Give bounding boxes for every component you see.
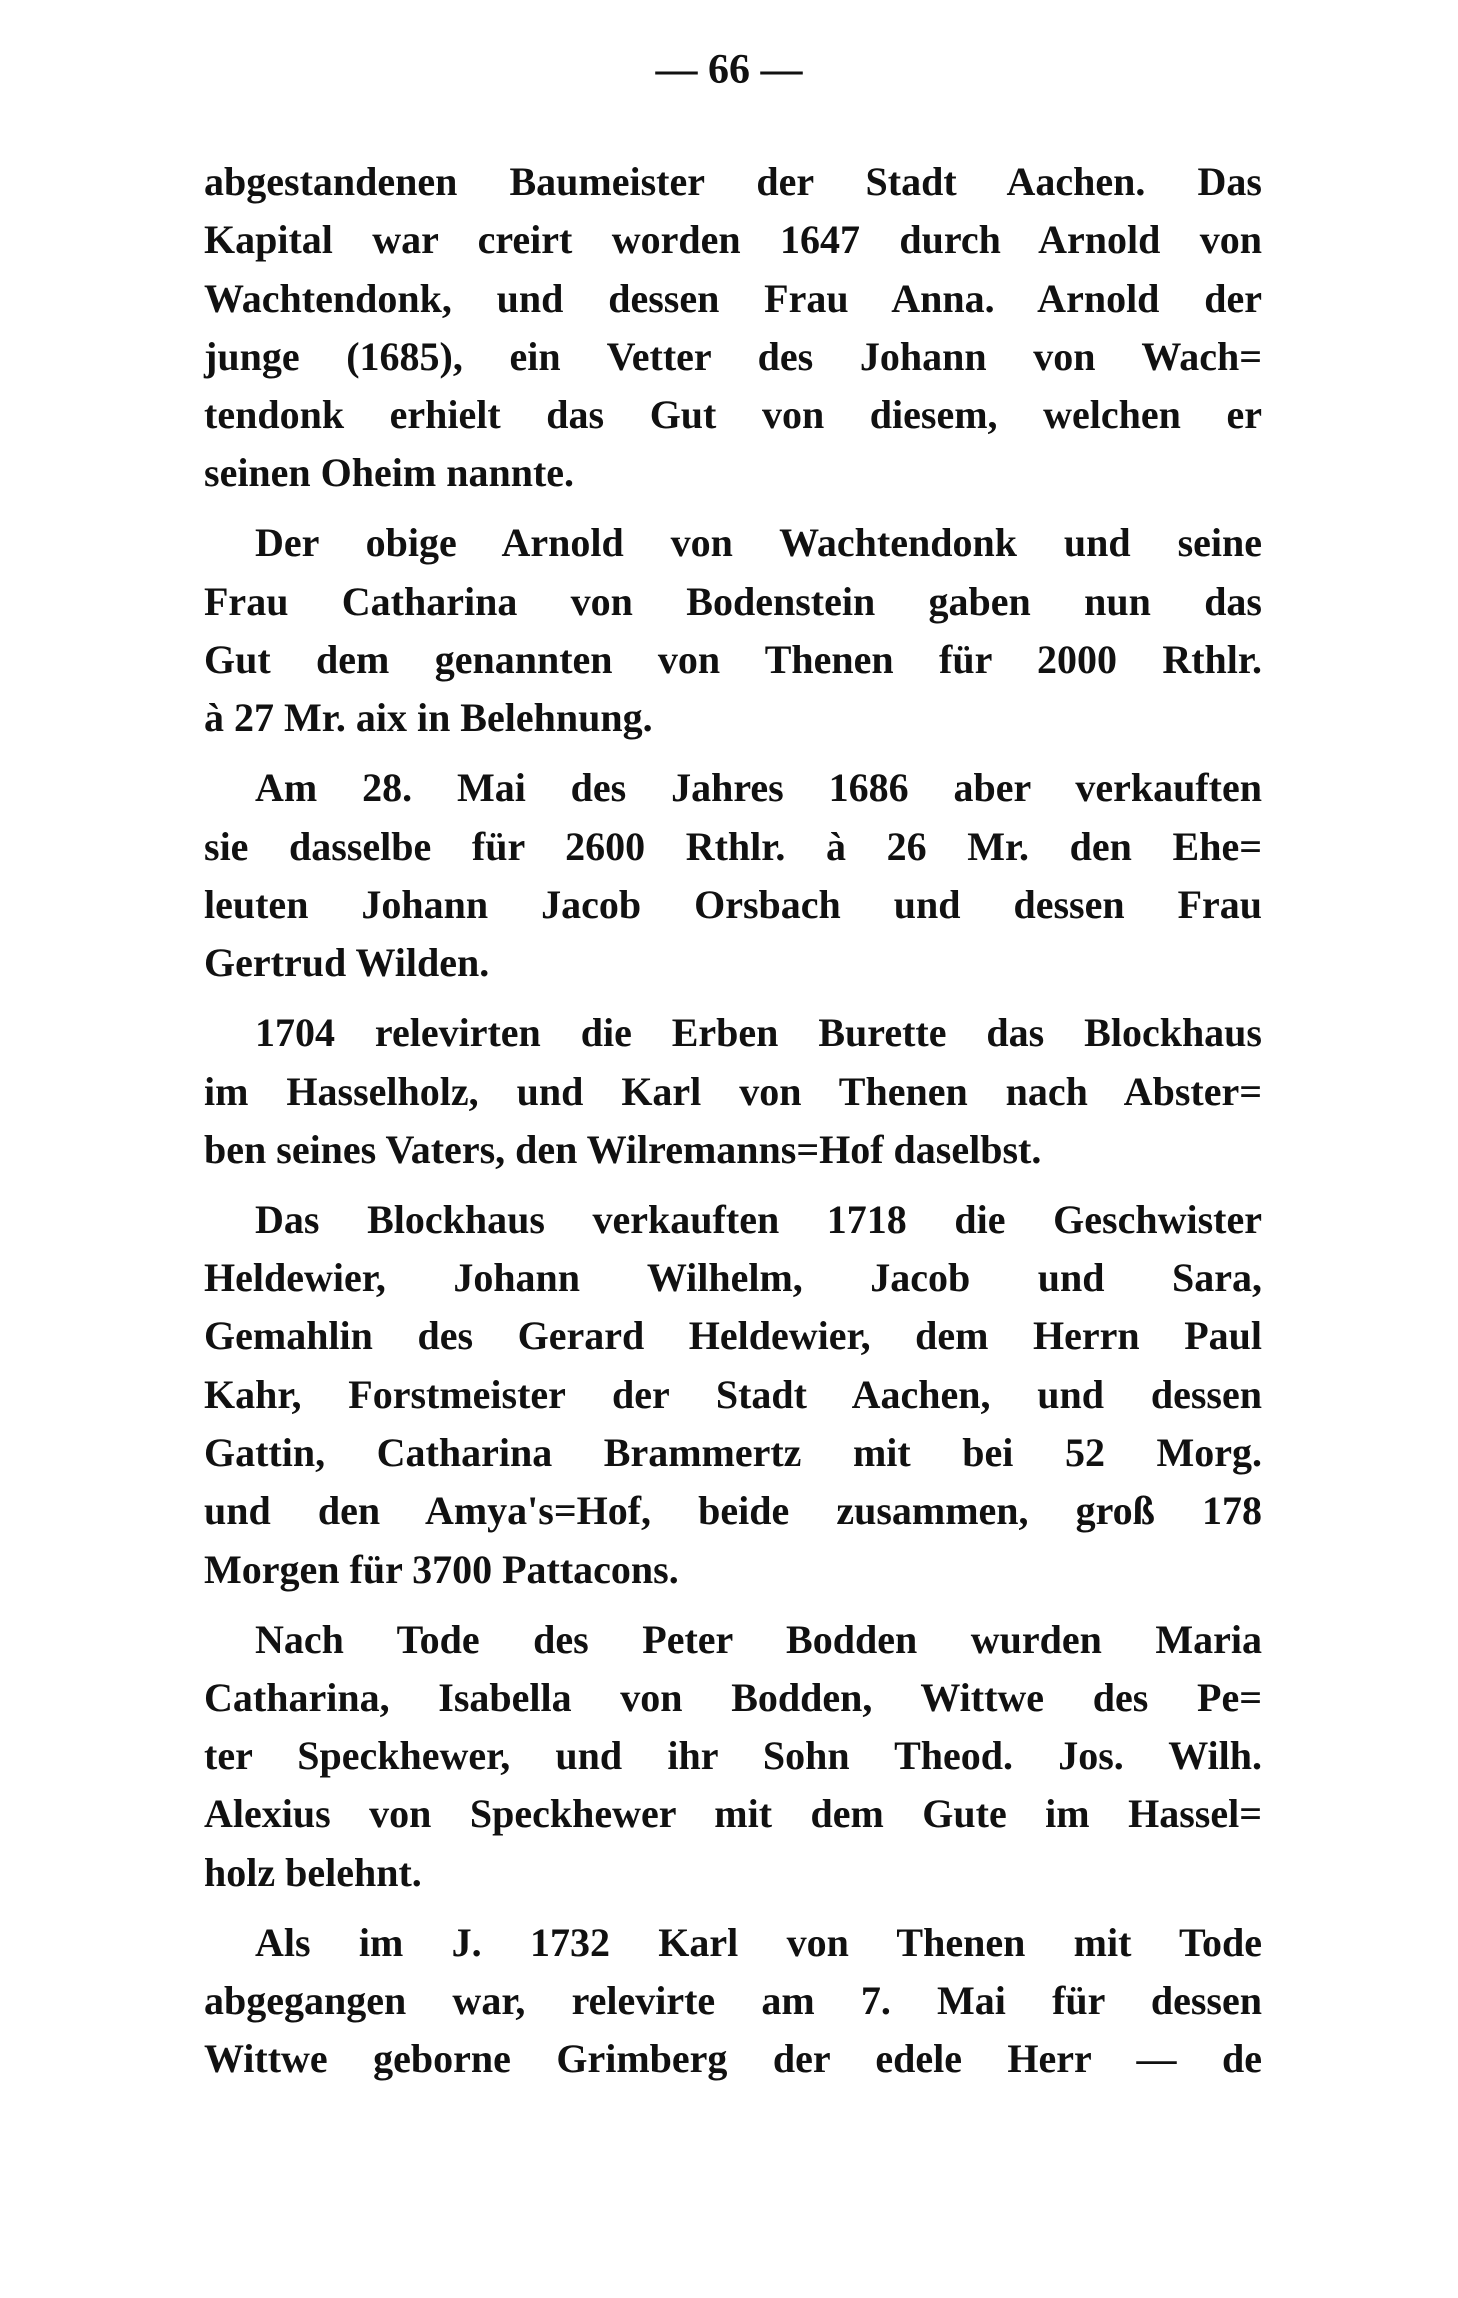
text-line: ben seines Vaters, den Wilremanns=Hof daselbst. [204,1126,1042,1172]
text-line: und den Amya's=Hof, beide zusammen, groß 178 [204,1488,1262,1534]
text-line: junge (1685), ein Vetter des Johann von Wach= [204,333,1262,379]
text-line: holz belehnt. [204,1849,422,1895]
paragraph [204,153,1262,503]
text-line: Alexius von Speckhewer mit dem Gute im Hassel= [204,1791,1262,1837]
paragraph [204,1191,1262,1599]
text-line: Heldewier, Johann Wilhelm, Jacob und Sara, [204,1255,1262,1301]
text-line: im Hasselholz, und Karl von Thenen nach Abster= [204,1068,1262,1114]
text-line: abgestandenen Baumeister der Stadt Aachen. Das [204,159,1262,204]
text-line: Catharina, Isabella von Bodden, Wittwe des Pe= [204,1674,1262,1720]
text-line: à 27 Mr. aix in Belehnung. [204,695,653,741]
text-line: Als im J. 1732 Karl von Thenen mit Tode [255,1919,1262,1965]
paragraph [204,514,1262,747]
text-line: tendonk erhielt das Gut von diesem, welchen er [204,392,1262,438]
paragraph [204,1004,1262,1179]
text-line: Frau Catharina von Bodenstein gaben nun das [204,578,1262,624]
text-line: Gut dem genannten von Thenen für 2000 Rthlr. [204,637,1262,683]
paragraph [204,1914,1262,2089]
text-line: Das Blockhaus verkauften 1718 die Geschwister [255,1196,1262,1242]
text-line: Kapital war creirt worden 1647 durch Arnold von [204,217,1262,263]
text-line: ter Speckhewer, und ihr Sohn Theod. Jos. Wilh. [204,1733,1262,1779]
page-number: — 66 — [655,47,803,93]
text-line: leuten Johann Jacob Orsbach und dessen Frau [204,881,1262,927]
text-line: Wittwe geborne Grimberg der edele Herr — de [204,2036,1262,2082]
text-line: abgegangen war, relevirte am 7. Mai für dessen [204,1978,1262,2024]
text-line: Wachtendonk, und dessen Frau Anna. Arnold der [204,275,1262,321]
text-line: Gertrud Wilden. [204,940,490,986]
paragraph [204,759,1262,992]
paragraph [204,1611,1262,1902]
text-line: Am 28. Mai des Jahres 1686 aber verkauften [255,765,1262,811]
text-line: Morgen für 3700 Pattacons. [204,1546,679,1592]
text-line: Der obige Arnold von Wachtendonk und seine [255,520,1262,566]
text-line: 1704 relevirten die Erben Burette das Blockhaus [255,1010,1262,1056]
text-line: Gemahlin des Gerard Heldewier, dem Herrn Paul [204,1313,1262,1359]
text-line: sie dasselbe für 2600 Rthlr. à 26 Mr. den Ehe= [204,823,1262,869]
text-line: Kahr, Forstmeister der Stadt Aachen, und dessen [204,1371,1262,1417]
text-line: seinen Oheim nannte. [204,450,575,496]
body-text [204,153,1262,2089]
text-line: Nach Tode des Peter Bodden wurden Maria [255,1616,1262,1662]
text-line: Gattin, Catharina Brammertz mit bei 52 Morg. [204,1429,1262,1475]
